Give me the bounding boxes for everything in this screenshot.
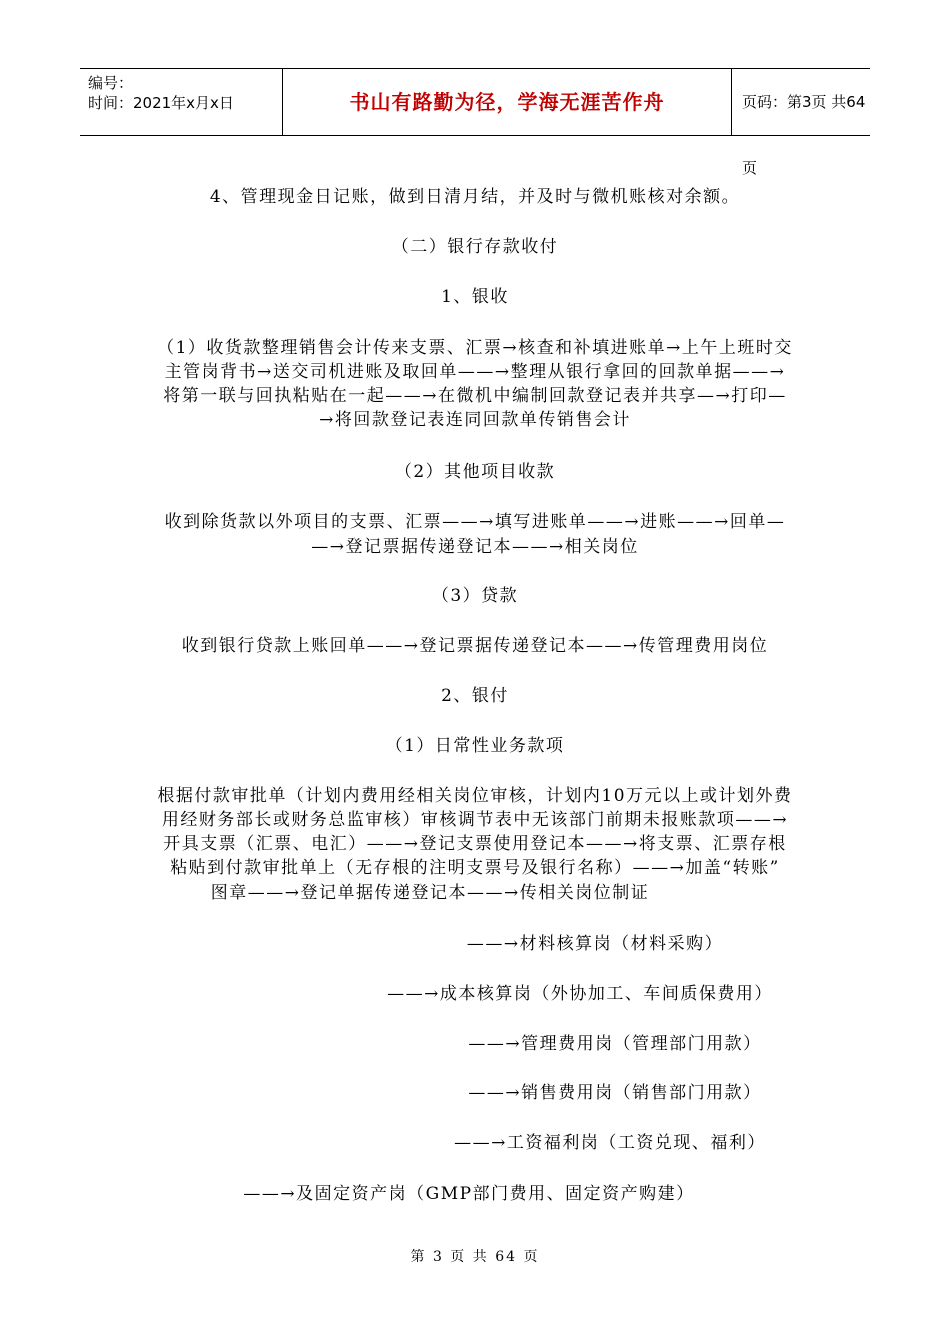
heading-bank-deposit: （二）银行存款收付 <box>391 237 559 257</box>
route-admin-expense: ——→管理费用岗（管理部门用款） <box>468 1034 762 1054</box>
header-meta <box>80 69 282 135</box>
paragraph-other-line-1: 收到除货款以外项目的支票、汇票——→填写进账单——→进账——→回单— <box>164 512 786 532</box>
header-motto: 书山有路勤为径，学海无涯苦作舟 <box>282 69 732 135</box>
paragraph-other-line-2: —→登记票据传递登记本——→相关岗位 <box>311 537 639 557</box>
heading-bank-payment: 2、银付 <box>441 686 509 706</box>
route-sales-expense: ——→销售费用岗（销售部门用款） <box>468 1083 762 1103</box>
paragraph-daily-line-4: 粘贴到付款审批单上（无存根的注明支票号及银行名称）——→加盖“转账” <box>170 858 780 878</box>
document-number-label: 编号： <box>88 74 134 92</box>
paragraph-daily-line-3: 开具支票（汇票、电汇）——→登记支票使用登记本——→将支票、汇票存根 <box>163 834 787 854</box>
heading-bank-receipt: 1、银收 <box>441 287 509 307</box>
paragraph-loan: 收到银行贷款上账回单——→登记票据传递登记本——→传管理费用岗位 <box>181 636 769 656</box>
paragraph-receipt-line-4: →将回款登记表连同回款单传销售会计 <box>319 410 631 430</box>
heading-daily-payments: （1）日常性业务款项 <box>385 736 565 756</box>
document-date: 时间：2021年x月x日 <box>88 94 234 112</box>
route-fixed-assets: ——→及固定资产岗（GMP部门费用、固定资产购建） <box>243 1184 695 1204</box>
route-cost-accounting: ——→成本核算岗（外协加工、车间质保费用） <box>387 984 773 1004</box>
header-page-info: 页码：第3页 共64页 <box>742 93 866 177</box>
heading-loan: （3）贷款 <box>431 586 519 606</box>
paragraph-receipt-line-1: （1）收货款整理销售会计传来支票、汇票→核查和补填进账单→上午上班时交 <box>157 338 793 358</box>
paragraph-cash-journal: 4、管理现金日记账，做到日清月结，并及时与微机账核对余额。 <box>209 187 741 207</box>
page-header <box>80 68 870 177</box>
paragraph-receipt-line-2: 主管岗背书→送交司机进账及取回单——→整理从银行拿回的回款单据——→ <box>164 362 786 382</box>
paragraph-receipt-line-3: 将第一联与回执粘贴在一起——→在微机中编制回款登记表并共享—→打印— <box>163 386 787 406</box>
route-payroll-welfare: ——→工资福利岗（工资兑现、福利） <box>454 1133 766 1153</box>
paragraph-daily-line-5: 图章——→登记单据传递登记本——→传相关岗位制证 <box>210 883 650 903</box>
route-material-accounting: ——→材料核算岗（材料采购） <box>466 934 724 954</box>
paragraph-daily-line-2: 用经财务部长或财务总监审核）审核调节表中无该部门前期未报账款项——→ <box>161 810 789 830</box>
heading-other-receipts: （2）其他项目收款 <box>394 462 556 482</box>
paragraph-daily-line-1: 根据付款审批单（计划内费用经相关岗位审核，计划内10万元以上或计划外费 <box>157 786 793 806</box>
page-footer: 第 3 页 共 64 页 <box>410 1249 540 1265</box>
